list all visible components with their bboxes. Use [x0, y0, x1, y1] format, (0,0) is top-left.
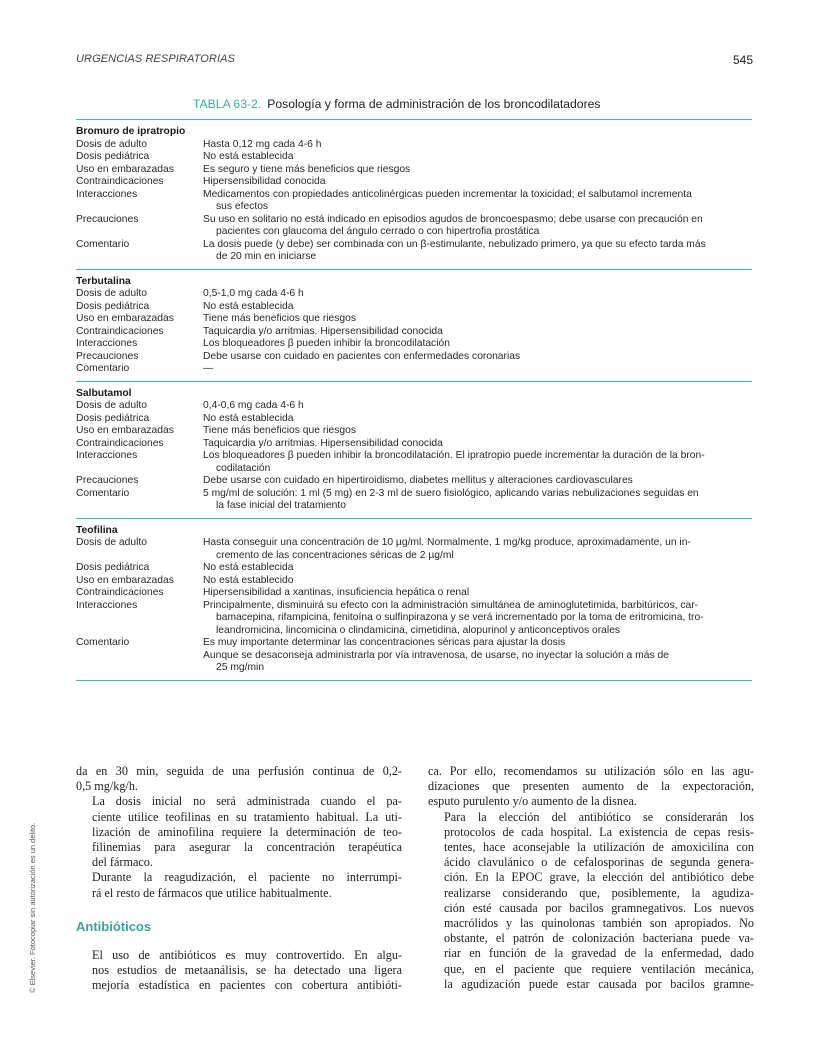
- drug-name: Bromuro de ipratropio: [76, 126, 186, 137]
- table-row: [76, 475, 752, 488]
- section-heading: Antibióticos: [76, 918, 152, 934]
- row-value: [203, 400, 752, 413]
- row-value: [203, 139, 752, 152]
- paragraph: [428, 764, 754, 810]
- table-row: [76, 288, 752, 301]
- table-row: [76, 587, 752, 600]
- table-section: [76, 382, 752, 518]
- row-label: Dosis pediátrica: [76, 151, 150, 162]
- row-label: Interacciones: [76, 599, 138, 611]
- text-line: 0,5 mg/kg/h.: [76, 779, 138, 794]
- paragraph: [76, 948, 402, 994]
- row-label: Dosis de adulto: [76, 288, 147, 299]
- row-value-line: Es seguro y tiene más beneficios que riesgos: [203, 163, 411, 175]
- row-value: [203, 637, 752, 650]
- row-value-line: Hasta 0,12 mg cada 4-6 h: [203, 138, 322, 150]
- row-value: [203, 288, 752, 301]
- row-value: [203, 537, 752, 562]
- row-label: Uso en embarazadas: [76, 163, 174, 175]
- table-row: [76, 600, 752, 638]
- row-value-line: La dosis puede (y debe) ser combinada con un β-estimulante, nebulizado primero, ya que su efecto tarda más: [203, 238, 706, 250]
- body-column-right: [428, 764, 754, 992]
- row-label: Dosis de adulto: [76, 537, 147, 548]
- table-row: [76, 363, 752, 376]
- text-line: ácido clavulánico o de cefalosporinas de segunda genera-: [444, 855, 754, 870]
- table-row: [76, 176, 752, 189]
- row-label: Interacciones: [76, 338, 138, 349]
- table-section: [76, 270, 752, 381]
- row-label: Contraindicaciones: [76, 437, 164, 449]
- row-value-line: No está establecida: [203, 412, 294, 424]
- row-value: [203, 351, 752, 364]
- row-value: [203, 650, 752, 675]
- text-line: da en 30 min, seguida de una perfusión continua de 0,2-: [76, 764, 402, 778]
- row-value-line: bamacepina, rifampicina, fenitoína o sulfinpirazona y se verá incrementado por la toma de eritromicina, tro-: [216, 612, 704, 623]
- table-title: Posología y forma de administración de los broncodilatadores: [267, 97, 601, 111]
- row-label: Dosis de adulto: [76, 138, 147, 150]
- row-value: [203, 214, 752, 239]
- table-row: [76, 164, 752, 177]
- text-line: filinemias para asegurar la concentración terapéutica: [92, 840, 402, 855]
- table-row: [76, 326, 752, 339]
- text-line: ca. Por ello, recomendamos su utilización sólo en las agu-: [428, 764, 754, 778]
- row-label: Dosis pediátrica: [76, 412, 150, 424]
- row-value: [203, 363, 752, 376]
- row-value: [203, 301, 752, 314]
- table-row: [76, 575, 752, 588]
- text-line: lización de aminofilina requiere la determinación de teo-: [92, 824, 402, 839]
- row-value: [203, 438, 752, 451]
- row-value-line: No está establecido: [203, 574, 294, 586]
- table-row: [76, 313, 752, 326]
- table-row: [76, 189, 752, 214]
- row-value: [203, 164, 752, 177]
- text-line: mejoría estadística en pacientes con cobertura antibióti-: [92, 978, 402, 993]
- row-value-line: 0,4-0,6 mg cada 4-6 h: [203, 400, 304, 411]
- table-row: [76, 214, 752, 239]
- row-value-line: Los bloqueadores β pueden inhibir la broncodilatación. El ipratropio puede incrementar la duración de la bron-: [203, 450, 705, 461]
- row-label: Comentario: [76, 363, 130, 374]
- row-value: [203, 189, 752, 214]
- copyright-notice: © Elsevier. Fotocopiar sin autorización es un delito.: [28, 822, 37, 993]
- row-value-line: Hipersensibilidad conocida: [203, 176, 326, 187]
- row-value: [203, 488, 752, 513]
- row-value: [203, 239, 752, 264]
- table-row: [76, 151, 752, 164]
- drug-name: Salbutamol: [76, 387, 132, 399]
- text-line: protocolos de cada hospital. La existencia de cepas resis-: [444, 824, 754, 839]
- row-value-line: Los bloqueadores β pueden inhibir la broncodilatación: [203, 338, 450, 349]
- paragraph: [428, 810, 754, 992]
- table-row: [76, 351, 752, 364]
- body-column-left: [76, 764, 402, 994]
- row-value-line: 25 mg/min: [216, 662, 265, 673]
- text-line: del fármaco.: [92, 855, 153, 870]
- row-value: [203, 450, 752, 475]
- table-row: [76, 239, 752, 264]
- table-row: [76, 450, 752, 475]
- text-line: La dosis inicial no será administrada cuando el pa-: [92, 794, 402, 809]
- row-value-line: No está establecida: [203, 151, 294, 162]
- text-line: Durante la reagudización, el paciente no interrumpi-: [92, 870, 402, 885]
- row-value: [203, 313, 752, 326]
- dosage-table: [76, 119, 752, 681]
- row-value-line: la fase inicial del tratamiento: [216, 500, 346, 511]
- row-value: [203, 587, 752, 600]
- row-label: Contraindicaciones: [76, 176, 164, 187]
- row-value-line: —: [203, 363, 214, 374]
- page-number: 545: [732, 53, 753, 67]
- row-value: [203, 338, 752, 351]
- table-section: [76, 519, 752, 680]
- row-value-line: leandromicina, lincomicina o clindamicina, cimetidina, alopurinol y anticonceptivos orales: [216, 624, 621, 636]
- row-value: [203, 575, 752, 588]
- row-value-line: 5 mg/ml de solución: 1 ml (5 mg) en 2-3 ml de suero fisiológico, aplicando varias nebulizaciones seguidas en: [203, 487, 699, 499]
- text-line: Para la elección del antibiótico se considerarán los: [444, 809, 754, 824]
- row-label: [76, 650, 203, 675]
- row-value-line: de 20 min en iniciarse: [216, 251, 317, 262]
- running-header-title: URGENCIAS RESPIRATORIAS: [76, 53, 235, 65]
- row-value-line: Principalmente, disminuirá su efecto con la administración simultánea de aminoglutetimida, barbitúricos, car-: [203, 599, 699, 611]
- table-row: [76, 488, 752, 513]
- row-label: Interacciones: [76, 188, 138, 200]
- paragraph: [76, 764, 402, 794]
- table-row: [76, 438, 752, 451]
- row-label: Uso en embarazadas: [76, 574, 174, 586]
- text-line: tentes, hace aconsejable la utilización de amoxicilina con: [444, 840, 754, 855]
- text-line: macrólidos y las quinolonas también son apropiados. No: [444, 916, 754, 931]
- row-label: Comentario: [76, 637, 130, 648]
- row-label: Contraindicaciones: [76, 325, 164, 337]
- row-label: Comentario: [76, 238, 130, 250]
- row-label: Dosis pediátrica: [76, 300, 150, 312]
- row-value: [203, 413, 752, 426]
- text-line: El uso de antibióticos es muy controvertido. En algu-: [92, 948, 402, 963]
- row-label: Precauciones: [76, 213, 139, 225]
- row-value-line: No está establecida: [203, 300, 294, 312]
- table-row: [76, 537, 752, 562]
- row-value-line: Tiene más beneficios que riesgos: [203, 425, 357, 436]
- row-value: [203, 600, 752, 638]
- text-line: esputo purulento y/o aumento de la disnea.: [428, 794, 637, 809]
- text-line: rá el resto de fármacos que utilice habitualmente.: [92, 885, 332, 900]
- text-line: la agudización puede estar causada por bacilos gramne-: [444, 976, 754, 991]
- text-line: que, en el paciente que requiere ventilación mecánica,: [444, 961, 754, 976]
- row-value-line: sus efectos: [216, 201, 269, 212]
- row-label: Precauciones: [76, 475, 139, 486]
- row-value-line: codilatación: [216, 462, 271, 474]
- row-value-line: Debe usarse con cuidado en pacientes con enfermedades coronarias: [203, 350, 521, 362]
- row-value: [203, 562, 752, 575]
- table-section: [76, 120, 752, 269]
- table-row: [76, 400, 752, 413]
- row-value-line: Debe usarse con cuidado en hipertiroidismo, diabetes mellitus y alteraciones cardiovasculares: [203, 475, 633, 486]
- table-row: [76, 650, 752, 675]
- row-value-line: Medicamentos con propiedades anticolinérgicas pueden incrementar la toxicidad; el salbutamol incrementa: [203, 188, 692, 200]
- paragraph: [76, 794, 402, 870]
- row-value-line: Aunque se desaconseja administrarla por vía intravenosa, de usarse, no inyectar la solución a más de: [203, 649, 669, 661]
- row-label: Interacciones: [76, 450, 138, 461]
- text-line: realizarse considerando que, posiblemente, la agudiza-: [444, 885, 754, 900]
- text-line: riar en función de la gravedad de la enfermedad, dado: [444, 946, 754, 961]
- row-value-line: Hasta conseguir una concentración de 10 µg/ml. Normalmente, 1 mg/kg produce, aproximadamente, un in-: [203, 537, 691, 548]
- row-label: Precauciones: [76, 350, 139, 362]
- row-label: Dosis pediátrica: [76, 562, 150, 573]
- text-line: ción esté causada por bacilos gramnegativos. Los nuevos: [444, 900, 754, 915]
- row-value-line: Taquicardia y/o arritmias. Hipersensibilidad conocida: [203, 325, 443, 337]
- row-value: [203, 326, 752, 339]
- row-value-line: pacientes con glaucoma del ángulo cerrado o con hipertrofia prostática: [216, 226, 540, 237]
- table-row: [76, 301, 752, 314]
- row-label: Uso en embarazadas: [76, 425, 174, 436]
- drug-name: Terbutalina: [76, 275, 131, 287]
- table-row: [76, 425, 752, 438]
- table-row: [76, 338, 752, 351]
- text-line: ciente utilice teofilinas en su tratamiento habitual. La uti-: [92, 809, 402, 824]
- row-value-line: Taquicardia y/o arritmias. Hipersensibilidad conocida: [203, 437, 443, 449]
- row-value-line: Hipersensibilidad a xantinas, insuficiencia hepática o renal: [203, 587, 470, 598]
- row-value: [203, 176, 752, 189]
- table-row: [76, 413, 752, 426]
- row-label: Uso en embarazadas: [76, 313, 174, 324]
- row-value-line: 0,5-1,0 mg cada 4-6 h: [203, 288, 304, 299]
- row-value-line: Es muy importante determinar las concentraciones séricas para ajustar la dosis: [203, 637, 566, 648]
- table-row: [76, 562, 752, 575]
- text-line: ción. En la EPOC grave, la elección del antibiótico debe: [444, 870, 754, 885]
- text-line: obstante, el patrón de colonización bacteriana puede va-: [444, 931, 754, 946]
- table-row: [76, 637, 752, 650]
- table-label: TABLA 63-2.: [193, 97, 262, 111]
- row-value-line: Tiene más beneficios que riesgos: [203, 313, 357, 324]
- row-label: Dosis de adulto: [76, 400, 147, 411]
- row-value-line: Su uso en solitario no está indicado en episodios agudos de broncoespasmo; debe usarse con precaución en: [203, 213, 703, 225]
- table-caption: [193, 97, 601, 111]
- text-line: dizaciones que presenten aumento de la expectoración,: [428, 779, 754, 794]
- paragraph: [76, 870, 402, 900]
- row-value: [203, 475, 752, 488]
- table-rule: [76, 680, 752, 681]
- text-line: nos estudios de metaanálisis, se ha detectado una ligera: [92, 963, 402, 978]
- row-value-line: cremento de las concentraciones séricas de 2 µg/ml: [216, 549, 454, 561]
- row-value: [203, 151, 752, 164]
- row-value: [203, 425, 752, 438]
- row-label: Contraindicaciones: [76, 587, 164, 598]
- row-label: Comentario: [76, 487, 130, 499]
- row-value-line: No está establecida: [203, 562, 294, 573]
- drug-name: Teofilina: [76, 524, 118, 536]
- table-row: [76, 139, 752, 152]
